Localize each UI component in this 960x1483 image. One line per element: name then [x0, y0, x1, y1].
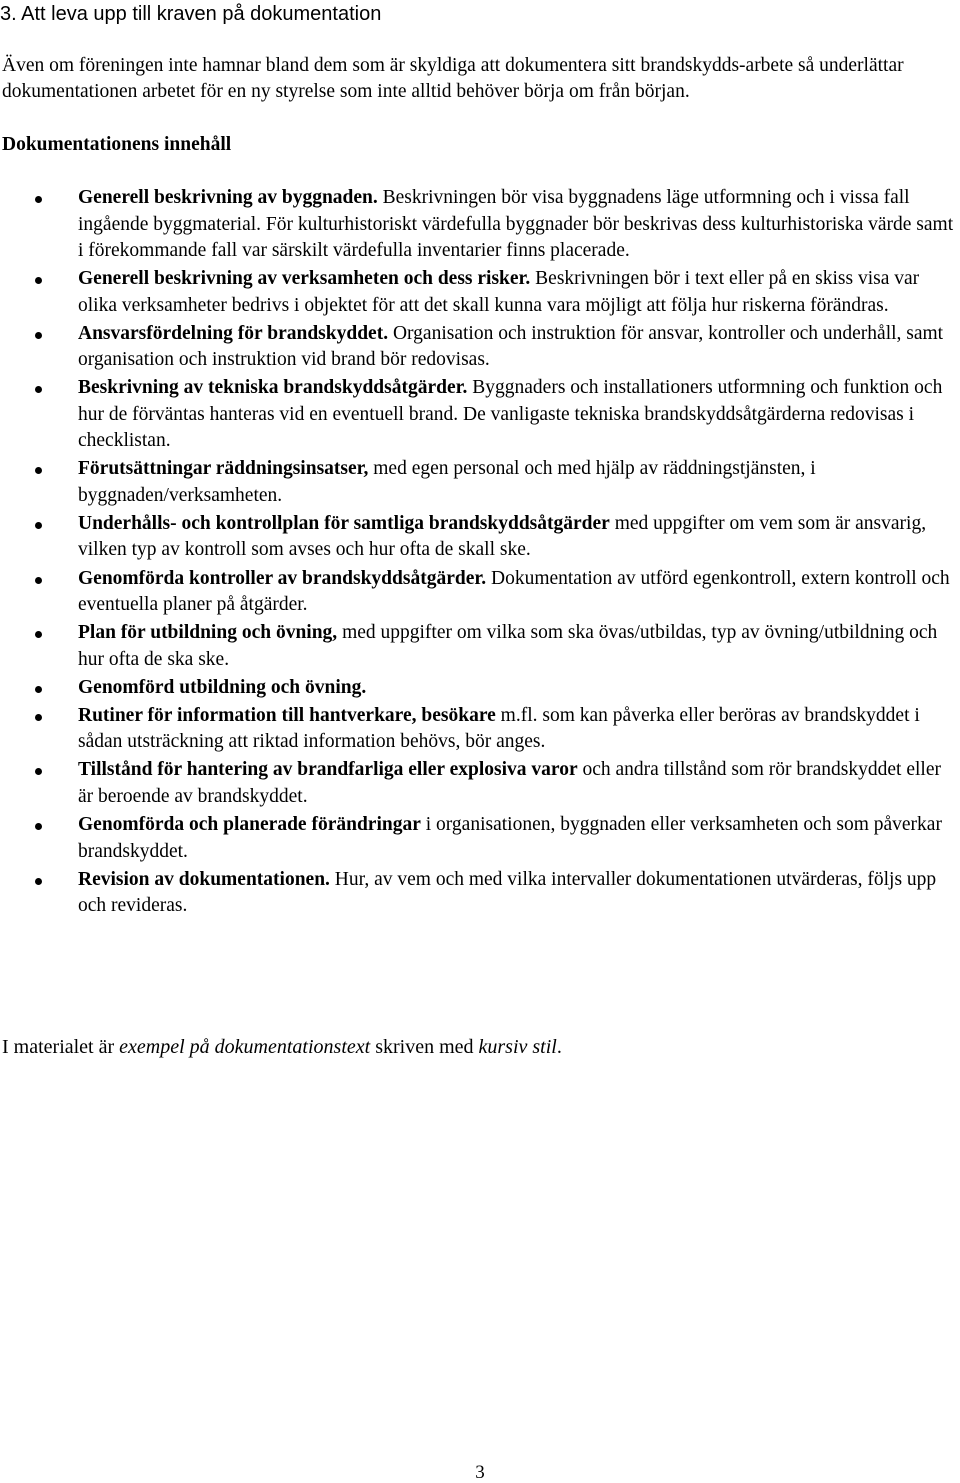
- list-item-text: Beskrivningen bör visa byggnadens läge utformning och i vissa fall ingående byggmaterial. För kulturhistoriskt värdefulla byggnader bör beskrivas dess kulturhistoriska värde samt i förekommande fall var särskilt värdefulla inventarier finns placerade.: [78, 187, 954, 261]
- bullet-icon: [35, 196, 42, 203]
- bullet-icon: [35, 823, 42, 830]
- list-item: [0, 703, 958, 756]
- list-item-lead: Genomförda kontroller av brandskyddsåtgärder.: [78, 567, 487, 589]
- list-item-lead: Generell beskrivning av byggnaden.: [78, 187, 378, 208]
- list-item: [0, 757, 958, 810]
- list-item-text: med egen personal och med hjälp av räddningstjänsten, i byggnaden/verksamheten.: [78, 458, 816, 506]
- list-item-lead: Beskrivning av tekniska brandskyddsåtgärder.: [78, 377, 468, 399]
- list-item-text: i organisationen, byggnaden eller verksamheten och som påverkar brandskyddet.: [78, 814, 942, 862]
- content-list: [0, 185, 958, 921]
- list-item: [0, 266, 958, 319]
- list-item-lead: Underhålls- och kontrollplan för samtliga brandskyddsåtgärder: [78, 512, 610, 534]
- list-item: [0, 511, 958, 564]
- bullet-icon: [35, 277, 42, 284]
- bullet-icon: [35, 467, 42, 474]
- bullet-icon: [35, 878, 42, 885]
- intro-paragraph: Även om föreningen inte hamnar bland dem som är skyldiga att dokumentera sitt brandskydds-arbete så underlättar dokumentationen arbetet för en ny styrelse som inte alltid behöver börja om från början.: [2, 55, 904, 102]
- list-item-lead: Rutiner för information till hantverkare, besökare: [78, 704, 496, 726]
- bullet-icon: [35, 577, 42, 584]
- list-item-text: Beskrivningen bör i text eller på en skiss visa var olika verksamheter bedrivs i objektet för att det skall kunna vara möjligt att följa hur riskerna förändras.: [78, 268, 920, 316]
- list-item-text: m.fl. som kan påverka eller beröras av brandskyddet i sådan utsträckning att riktad information behövs, bör anges.: [78, 704, 920, 753]
- list-item-text: Hur, av vem och med vilka intervaller dokumentationen utvärderas, följs upp och revideras.: [78, 868, 937, 917]
- bullet-icon: [35, 522, 42, 529]
- footer-suffix: .: [556, 1036, 562, 1058]
- list-item: [0, 375, 958, 455]
- list-item-text: med uppgifter om vem som är ansvarig, vilken typ av kontroll som avses och hur ofta de skall ske.: [78, 512, 927, 561]
- bullet-icon: [35, 631, 42, 638]
- list-item-lead: Revision av dokumentationen.: [78, 868, 330, 890]
- footer-note: [2, 1033, 562, 1061]
- list-item-text: Byggnaders och installationers utformning och funktion och hur de förväntas hanteras vid en eventuell brand. De vanligaste tekniska brandskyddsåtgärderna redovisas i checklistan.: [78, 377, 943, 452]
- list-item: [0, 456, 958, 509]
- list-item-lead: Ansvarsfördelning för brandskyddet.: [78, 322, 389, 344]
- bullet-icon: [35, 686, 42, 693]
- list-item-text: och andra tillstånd som rör brandskyddet eller är beroende av brandskyddet.: [78, 759, 941, 807]
- list-item: [0, 812, 958, 865]
- footer-italic-example: exempel på dokumentationstext: [119, 1036, 371, 1058]
- list-item-lead: Förutsättningar räddningsinsatser,: [78, 458, 369, 480]
- footer-prefix: I materialet är: [2, 1036, 120, 1058]
- footer-italic-style: kursiv stil: [478, 1036, 557, 1058]
- subheading: Dokumentationens innehåll: [2, 134, 232, 155]
- list-item: [0, 867, 958, 920]
- footer-middle: skriven med: [370, 1036, 479, 1058]
- list-item: [0, 566, 958, 619]
- list-item-text: Dokumentation av utförd egenkontroll, extern kontroll och eventuella planer på åtgärder.: [78, 567, 950, 616]
- list-item-lead: Genomförd utbildning och övning.: [78, 676, 367, 698]
- list-item-lead: Plan för utbildning och övning,: [78, 622, 338, 644]
- list-item: [0, 321, 958, 374]
- list-item-lead: Genomförda och planerade förändringar: [78, 814, 421, 836]
- bullet-icon: [35, 332, 42, 339]
- list-item: [0, 620, 958, 673]
- bullet-icon: [35, 714, 42, 721]
- list-item: [0, 675, 958, 702]
- list-item: [0, 185, 958, 265]
- list-item-lead: Generell beskrivning av verksamheten och dess risker.: [78, 268, 531, 290]
- bullet-icon: [35, 386, 42, 393]
- list-item-lead: Tillstånd för hantering av brandfarliga eller explosiva varor: [78, 759, 578, 781]
- page-number: 3: [475, 1462, 485, 1483]
- list-item-text: med uppgifter om vilka som ska övas/utbildas, typ av övning/utbildning och hur ofta de ska ske.: [78, 622, 938, 670]
- bullet-icon: [35, 768, 42, 775]
- section-heading: 3. Att leva upp till kraven på dokumentation: [0, 3, 382, 25]
- list-item-text: Organisation och instruktion för ansvar, kontroller och underhåll, samt organisation och instruktion vid brand bör redovisas.: [78, 322, 944, 371]
